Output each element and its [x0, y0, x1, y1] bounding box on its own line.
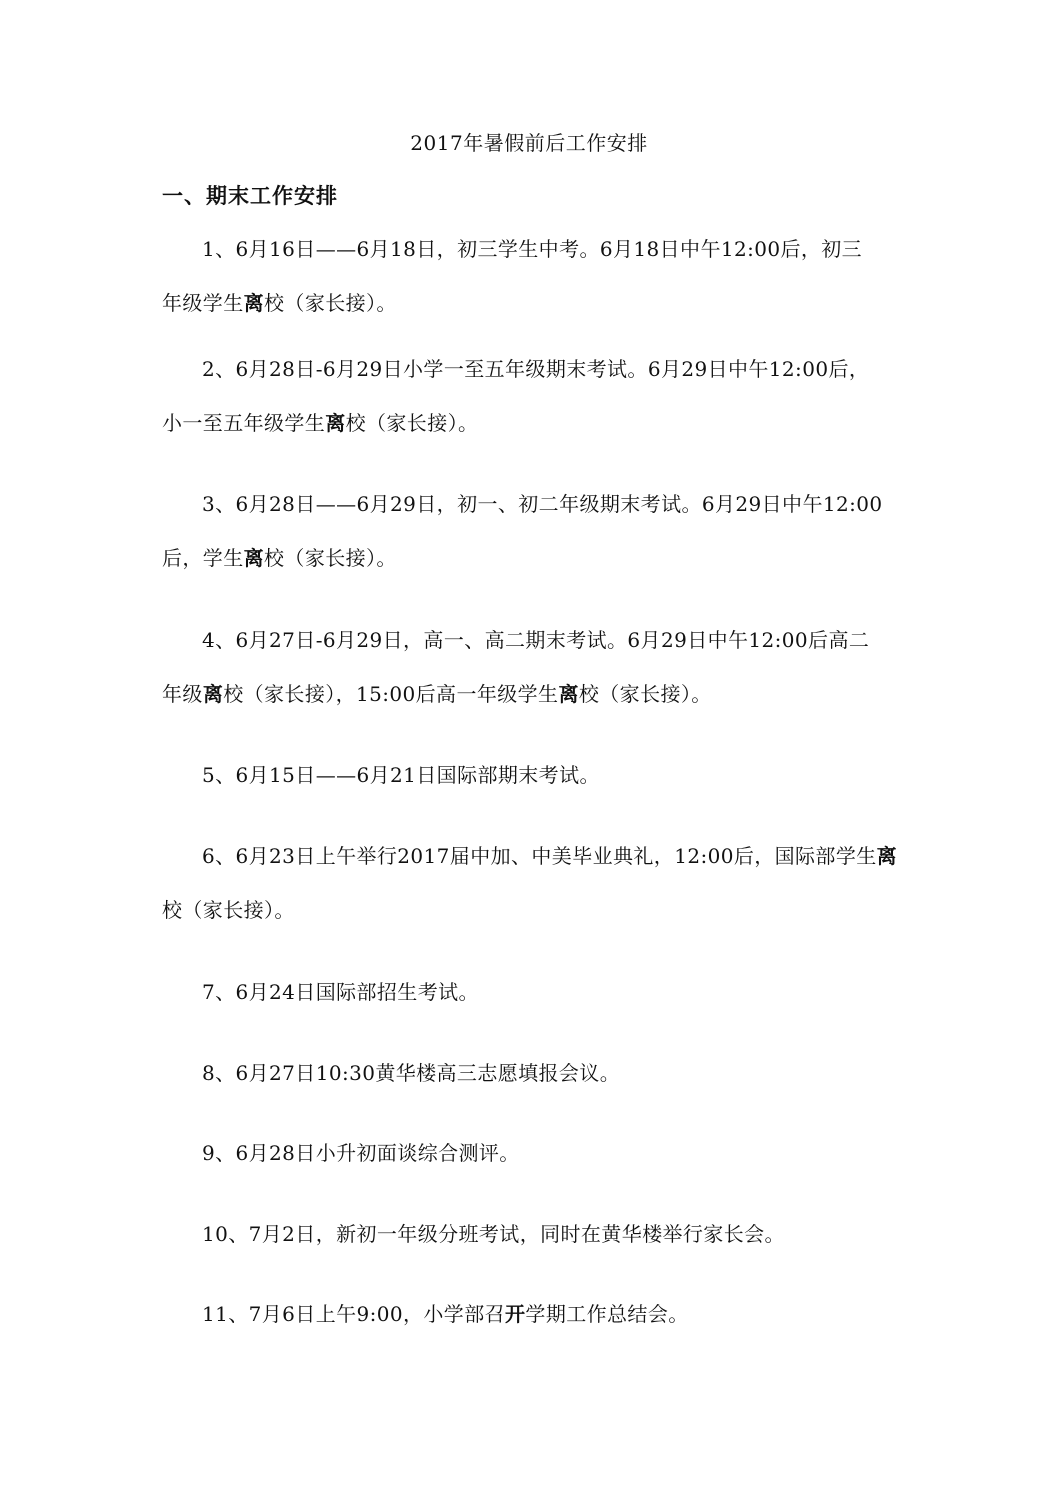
text-run: 11、7月6日上午9:00，小学部召 [202, 1302, 506, 1326]
text-run: 校（家长接）。 [264, 291, 397, 315]
text-run: 年级学生 [162, 291, 244, 315]
text-run: 4、6月27日-6月29日，高一、高二期末考试。6月29日中午12:00后高二 [202, 628, 870, 652]
item-line [162, 841, 902, 895]
item-line [162, 679, 902, 733]
bold-text-run: 离 [558, 682, 579, 706]
bold-text-run: 离 [876, 844, 898, 868]
text-run: 校（家长接）。 [264, 546, 397, 570]
text-run: 1、6月16日——6月18日，初三学生中考。6月18日中午12:00后，初三 [202, 237, 863, 261]
list-item [162, 625, 902, 733]
bold-text-run: 开 [505, 1302, 526, 1326]
list-item [162, 234, 902, 342]
item-line [162, 895, 902, 949]
section-heading: 一、期末工作安排 [162, 183, 338, 208]
text-run: 3、6月28日——6月29日，初一、初二年级期末考试。6月29日中午12:00 [202, 492, 883, 516]
bold-text-run: 离 [202, 682, 224, 706]
document-title: 2017年暑假前后工作安排 [410, 131, 648, 155]
list-item [162, 1299, 902, 1353]
list-item [162, 1138, 902, 1192]
bold-text-run: 离 [243, 291, 265, 315]
text-run: 校（家长接）。 [578, 682, 712, 706]
bold-text-run: 离 [243, 546, 265, 570]
list-item [162, 1058, 902, 1112]
item-line [162, 288, 902, 342]
list-item [162, 841, 902, 949]
text-run: 9、6月28日小升初面谈综合测评。 [202, 1141, 520, 1165]
text-run: 后，学生 [162, 546, 244, 570]
text-run: 7、6月24日国际部招生考试。 [202, 980, 479, 1004]
text-run: 学期工作总结会。 [525, 1302, 689, 1326]
list-item [162, 977, 902, 1031]
item-line [162, 1058, 902, 1112]
text-run: 6、6月23日上午举行2017届中加、中美毕业典礼，12:00后，国际部学生 [202, 844, 877, 868]
item-line [162, 1138, 902, 1192]
text-run: 2、6月28日-6月29日小学一至五年级期末考试。6月29日中午12:00后， [202, 357, 870, 381]
item-line [162, 408, 902, 462]
bold-text-run: 离 [325, 411, 346, 435]
item-line [162, 760, 902, 814]
text-run: 校（家长接）。 [162, 898, 295, 922]
item-line [162, 1299, 902, 1353]
item-line [162, 977, 902, 1031]
list-item [162, 489, 902, 597]
item-line [162, 354, 902, 408]
item-line [162, 489, 902, 543]
list-item [162, 760, 902, 814]
text-run: 5、6月15日——6月21日国际部期末考试。 [202, 763, 600, 787]
list-item [162, 1219, 902, 1273]
item-line [162, 543, 902, 597]
text-run: 小一至五年级学生 [162, 411, 326, 435]
item-line [162, 234, 902, 288]
text-run: 校（家长接），15:00后高一年级学生 [223, 682, 559, 706]
item-line [162, 1219, 902, 1273]
text-run: 年级 [162, 682, 203, 706]
text-run: 10、7月2日，新初一年级分班考试，同时在黄华楼举行家长会。 [202, 1222, 785, 1246]
text-run: 校（家长接）。 [345, 411, 479, 435]
item-line [162, 625, 902, 679]
list-item [162, 354, 902, 462]
text-run: 8、6月27日10:30黄华楼高三志愿填报会议。 [202, 1061, 621, 1085]
